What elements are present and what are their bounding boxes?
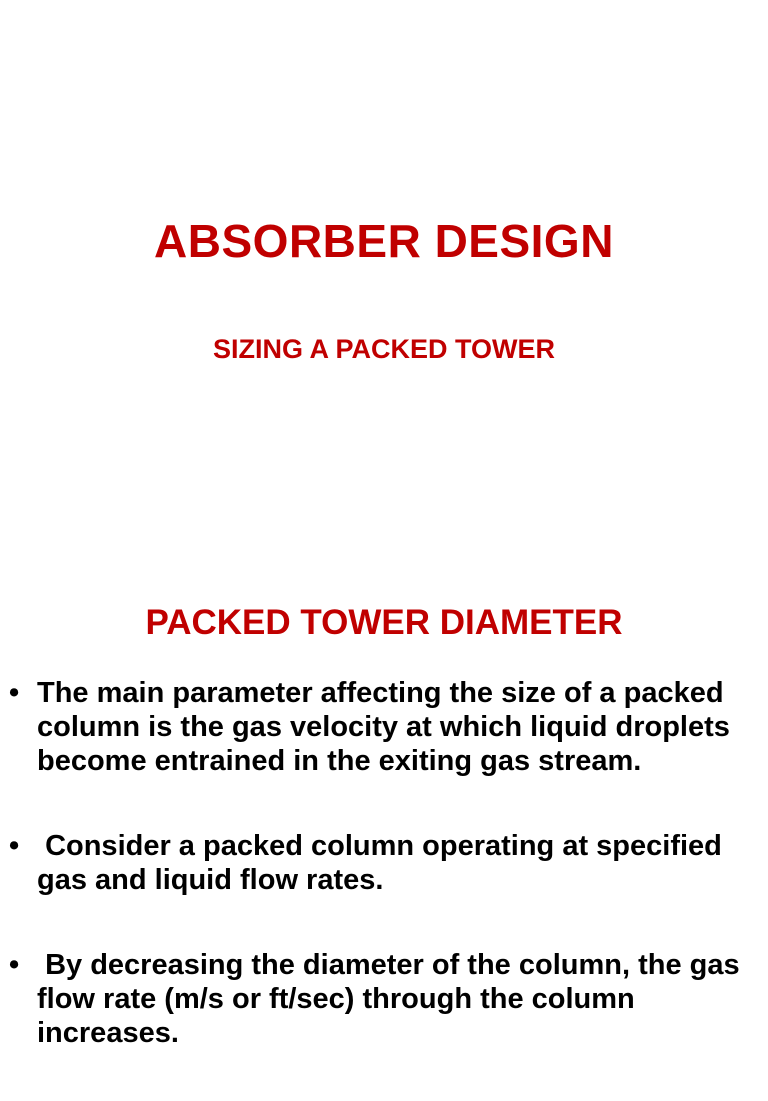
bullet-marker: • <box>9 949 20 981</box>
bullet-item <box>0 676 768 778</box>
bullet-text: By decreasing the diameter of the column, the gas flow rate (m/s or ft/sec) through the column increases. <box>37 949 748 1049</box>
bullet-text: Consider a packed column operating at specified gas and liquid flow rates. <box>37 830 730 896</box>
bullet-item <box>0 829 768 897</box>
bullet-item <box>0 948 768 1050</box>
section-title: PACKED TOWER DIAMETER <box>145 603 623 642</box>
subtitle: SIZING A PACKED TOWER <box>212 334 555 364</box>
bullet-list <box>0 676 768 1101</box>
bullet-marker: • <box>9 830 20 862</box>
bullet-text: The main parameter affecting the size of a packed column is the gas velocity at which liquid droplets become entrained in the exiting gas stream. <box>37 677 738 777</box>
main-title: ABSORBER DESIGN <box>154 215 614 267</box>
content-slide <box>0 575 768 1049</box>
bullet-marker: • <box>9 677 20 709</box>
